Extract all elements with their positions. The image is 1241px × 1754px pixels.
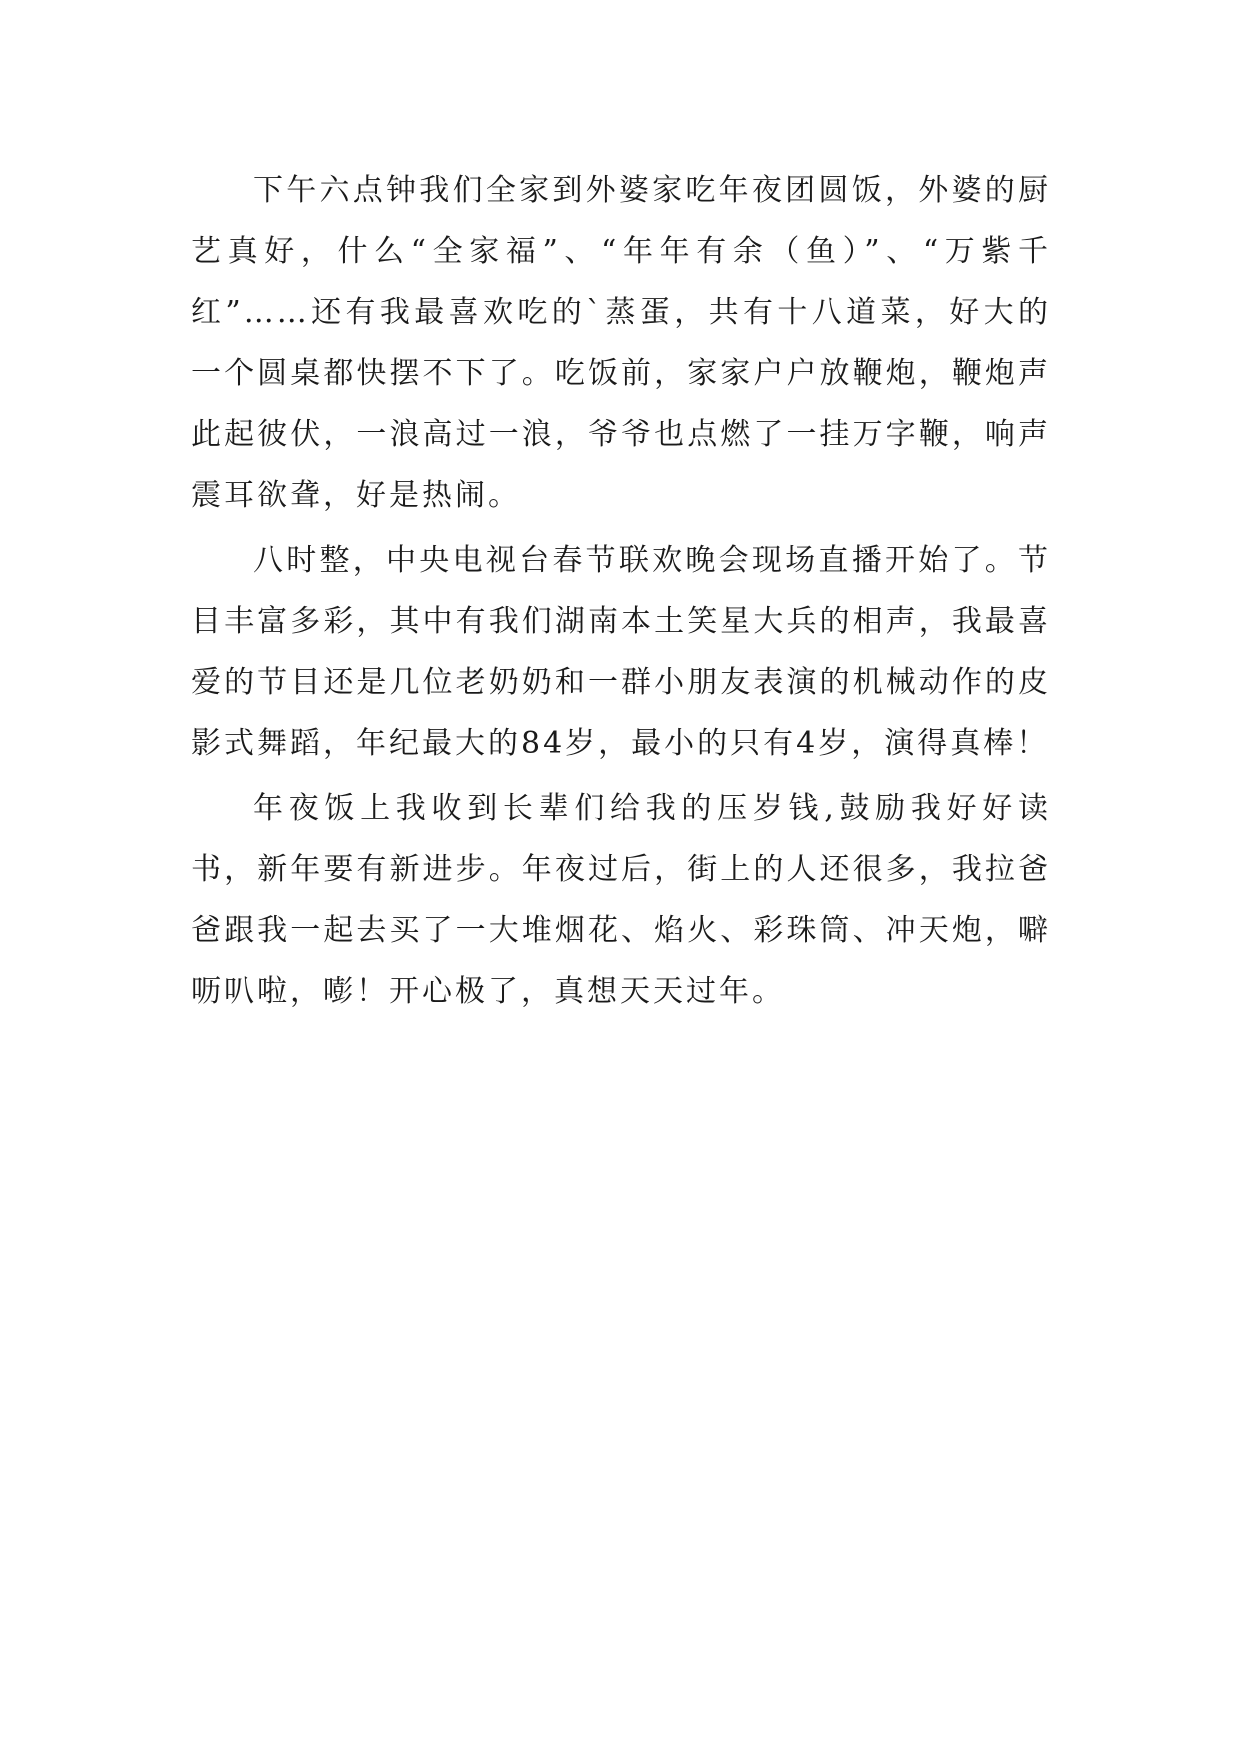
document-body (191, 160, 1051, 1026)
paragraph-fireworks: 年夜饭上我收到长辈们给我的压岁钱,鼓励我好好读书，新年要有新进步。年夜过后，街上的人还很多，我拉爸爸跟我一起去买了一大堆烟花、焰火、彩珠筒、冲天炮，噼呖叭啦，嘭！开心极了，真想天天过年。 (191, 791, 1051, 1009)
paragraph-dinner: 下午六点钟我们全家到外婆家吃年夜团圆饭，外婆的厨艺真好，什么“全家福”、“年年有余（鱼）”、“万紫千红”……还有我最喜欢吃的`蒸蛋，共有十八道菜，好大的一个圆桌都快摆不下了。吃饭前，家家户户放鞭炮，鞭炮声此起彼伏，一浪高过一浪，爷爷也点燃了一挂万字鞭，响声震耳欲聋，好是热闹。 (191, 173, 1051, 513)
paragraph-gala: 八时整，中央电视台春节联欢晚会现场直播开始了。节目丰富多彩，其中有我们湖南本土笑星大兵的相声，我最喜爱的节目还是几位老奶奶和一群小朋友表演的机械动作的皮影式舞蹈，年纪最大的84岁，最小的只有4岁，演得真棒！ (191, 543, 1051, 761)
